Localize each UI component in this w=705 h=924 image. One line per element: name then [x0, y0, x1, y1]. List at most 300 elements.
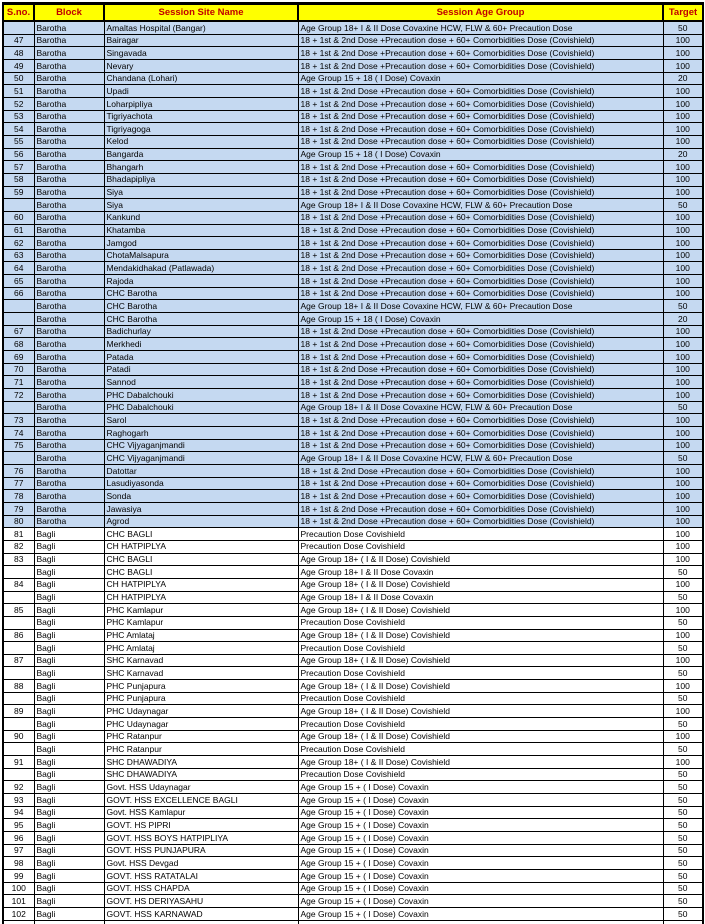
- cell-target: 100: [663, 730, 703, 743]
- cell-age-group: Precaution Dose Covishield: [298, 540, 663, 553]
- cell-age-group: Age Group 15 + 18 ( I Dose) Covaxin: [298, 148, 663, 161]
- cell-target: 100: [663, 578, 703, 591]
- cell-block: Bagli: [34, 869, 104, 882]
- cell-block: Barotha: [34, 211, 104, 224]
- cell-sno: 48: [3, 47, 34, 60]
- cell-age-group: 18 + 1st & 2nd Dose +Precaution dose + 60+ Comorbidities Dose (Covishield): [298, 389, 663, 402]
- cell-block: Barotha: [34, 464, 104, 477]
- cell-age-group: Age Group 18+ I & II Dose Covaxin: [298, 566, 663, 579]
- cell-age-group: Age Group 15 + ( I Dose) Covaxin: [298, 869, 663, 882]
- cell-site-name: Kankund: [104, 211, 298, 224]
- cell-age-group: Age Group 15 + ( I Dose) Covaxin: [298, 907, 663, 920]
- cell-block: Barotha: [34, 173, 104, 186]
- table-row: [3, 72, 703, 85]
- cell-target: 100: [663, 351, 703, 364]
- cell-block: Barotha: [34, 262, 104, 275]
- cell-age-group: 18 + 1st & 2nd Dose +Precaution dose + 60+ Comorbidities Dose (Covishield): [298, 224, 663, 237]
- cell-age-group: Age Group 18+ ( I & II Dose) Covishield: [298, 553, 663, 566]
- cell-site-name: Rajoda: [104, 275, 298, 288]
- cell-age-group: 18 + 1st & 2nd Dose +Precaution dose + 60+ Comorbidities Dose (Covishield): [298, 135, 663, 148]
- cell-sno: 71: [3, 376, 34, 389]
- cell-site-name: Sonda: [104, 490, 298, 503]
- table-row: [3, 427, 703, 440]
- table-row: [3, 882, 703, 895]
- table-row: [3, 832, 703, 845]
- table-row: [3, 844, 703, 857]
- cell-age-group: 18 + 1st & 2nd Dose +Precaution dose + 60+ Comorbidities Dose (Covishield): [298, 262, 663, 275]
- cell-sno: 51: [3, 85, 34, 98]
- cell-site-name: GOVT. HSS PUNJAPURA: [104, 844, 298, 857]
- cell-sno: [3, 401, 34, 414]
- cell-block: Barotha: [34, 313, 104, 326]
- cell-age-group: 18 + 1st & 2nd Dose +Precaution dose + 60+ Comorbidities Dose (Covishield): [298, 34, 663, 47]
- cell-target: 100: [663, 59, 703, 72]
- cell-age-group: 18 + 1st & 2nd Dose +Precaution dose + 60+ Comorbidities Dose (Covishield): [298, 287, 663, 300]
- cell-age-group: Precaution Dose Covishield: [298, 528, 663, 541]
- table-row: [3, 389, 703, 402]
- cell-block: Bagli: [34, 819, 104, 832]
- cell-site-name: Siya: [104, 199, 298, 212]
- table-row: [3, 604, 703, 617]
- cell-block: Barotha: [34, 199, 104, 212]
- cell-target: 100: [663, 363, 703, 376]
- cell-sno: 66: [3, 287, 34, 300]
- cell-age-group: 18 + 1st & 2nd Dose +Precaution dose + 60+ Comorbidities Dose (Covishield): [298, 490, 663, 503]
- table-row: [3, 895, 703, 908]
- cell-age-group: Age Group 18+ ( I & II Dose) Covishield: [298, 578, 663, 591]
- cell-site-name: PHC Kamlapur: [104, 616, 298, 629]
- cell-site-name: PHC Ratanpur: [104, 730, 298, 743]
- cell-sno: 97: [3, 844, 34, 857]
- cell-age-group: Age Group 15 + ( I Dose) Covaxin: [298, 806, 663, 819]
- cell-age-group: 18 + 1st & 2nd Dose +Precaution dose + 60+ Comorbidities Dose (Covishield): [298, 186, 663, 199]
- cell-sno: [3, 768, 34, 781]
- cell-site-name: Bhadapipliya: [104, 173, 298, 186]
- cell-sno: [3, 667, 34, 680]
- cell-block: Bagli: [34, 768, 104, 781]
- cell-site-name: CHC Barotha: [104, 313, 298, 326]
- cell-age-group: 18 + 1st & 2nd Dose +Precaution dose + 60+ Comorbidities Dose (Covishield): [298, 427, 663, 440]
- cell-site-name: Datottar: [104, 464, 298, 477]
- cell-block: Bagli: [34, 743, 104, 756]
- cell-block: Barotha: [34, 515, 104, 528]
- table-row: [3, 667, 703, 680]
- cell-sno: 81: [3, 528, 34, 541]
- cell-target: 20: [663, 313, 703, 326]
- table-row: [3, 692, 703, 705]
- table-row: [3, 705, 703, 718]
- table-header-row: [3, 4, 703, 22]
- cell-block: Barotha: [34, 249, 104, 262]
- cell-age-group: Age Group 18+ ( I & II Dose) Covishield: [298, 756, 663, 769]
- cell-target: 100: [663, 97, 703, 110]
- cell-sno: 93: [3, 794, 34, 807]
- cell-sno: 102: [3, 907, 34, 920]
- cell-target: 100: [663, 110, 703, 123]
- cell-target: 100: [663, 705, 703, 718]
- cell-sno: 80: [3, 515, 34, 528]
- cell-age-group: Precaution Dose Covishield: [298, 616, 663, 629]
- cell-age-group: 18 + 1st & 2nd Dose +Precaution dose + 60+ Comorbidities Dose (Covishield): [298, 275, 663, 288]
- cell-sno: 91: [3, 756, 34, 769]
- cell-site-name: Patadi: [104, 363, 298, 376]
- cell-target: 100: [663, 604, 703, 617]
- cell-site-name: Sannod: [104, 376, 298, 389]
- cell-site-name: PHC Kamlapur: [104, 604, 298, 617]
- cell-target: 50: [663, 907, 703, 920]
- cell-sno: 95: [3, 819, 34, 832]
- cell-target: 50: [663, 819, 703, 832]
- cell-age-group: Age Group 18+ ( I & II Dose) Covishield: [298, 604, 663, 617]
- table-row: [3, 730, 703, 743]
- cell-target: 50: [663, 869, 703, 882]
- cell-target: 50: [663, 781, 703, 794]
- cell-site-name: Sarol: [104, 414, 298, 427]
- cell-sno: 70: [3, 363, 34, 376]
- table-row: [3, 325, 703, 338]
- cell-block: Bagli: [34, 844, 104, 857]
- cell-block: Barotha: [34, 161, 104, 174]
- cell-target: 100: [663, 161, 703, 174]
- cell-sno: [3, 566, 34, 579]
- session-table: [2, 2, 704, 924]
- cell-block: Barotha: [34, 300, 104, 313]
- cell-site-name: Jawasiya: [104, 502, 298, 515]
- cell-sno: 94: [3, 806, 34, 819]
- table-row: [3, 515, 703, 528]
- cell-age-group: 18 + 1st & 2nd Dose +Precaution dose + 60+ Comorbidities Dose (Covishield): [298, 338, 663, 351]
- cell-site-name: Govt. HSS Udaynagar: [104, 781, 298, 794]
- cell-age-group: Age Group 18+ I & II Dose Covaxine HCW, FLW & 60+ Precaution Dose: [298, 300, 663, 313]
- cell-age-group: Age Group 18+ I & II Dose Covaxine HCW, FLW & 60+ Precaution Dose: [298, 401, 663, 414]
- cell-site-name: CHC Vijyaganjmandi: [104, 439, 298, 452]
- cell-block: Barotha: [34, 439, 104, 452]
- cell-sno: 73: [3, 414, 34, 427]
- table-row: [3, 211, 703, 224]
- cell-block: Barotha: [34, 47, 104, 60]
- cell-age-group: Precaution Dose Covishield: [298, 692, 663, 705]
- cell-target: 50: [663, 895, 703, 908]
- cell-age-group: Age Group 18+ I & II Dose Covaxine HCW, FLW & 60+ Precaution Dose: [298, 21, 663, 34]
- cell-site-name: Upadi: [104, 85, 298, 98]
- cell-block: Barotha: [34, 490, 104, 503]
- table-row: [3, 97, 703, 110]
- cell-block: Bagli: [34, 857, 104, 870]
- cell-age-group: Age Group 18+ ( I & II Dose) Covishield: [298, 730, 663, 743]
- cell-age-group: 18 + 1st & 2nd Dose +Precaution dose + 60+ Comorbidities Dose (Covishield): [298, 97, 663, 110]
- cell-empty: [104, 920, 298, 924]
- cell-block: Bagli: [34, 680, 104, 693]
- cell-empty: [663, 920, 703, 924]
- table-row: [3, 59, 703, 72]
- cell-target: 100: [663, 515, 703, 528]
- cell-site-name: PHC Udaynagar: [104, 705, 298, 718]
- table-row: [3, 148, 703, 161]
- table-row: [3, 287, 703, 300]
- table-row: [3, 869, 703, 882]
- cell-site-name: PHC Amlataj: [104, 642, 298, 655]
- cell-target: 100: [663, 47, 703, 60]
- cell-block: Bagli: [34, 756, 104, 769]
- cell-block: Bagli: [34, 907, 104, 920]
- column-header-site-name: Session Site Name: [104, 4, 298, 22]
- cell-sno: 90: [3, 730, 34, 743]
- column-header-block: Block: [34, 4, 104, 22]
- cell-age-group: Age Group 15 + ( I Dose) Covaxin: [298, 857, 663, 870]
- cell-site-name: GOVT. HS DERIYASAHU: [104, 895, 298, 908]
- cell-site-name: PHC Dabalchouki: [104, 401, 298, 414]
- cell-sno: 78: [3, 490, 34, 503]
- cell-age-group: Age Group 15 + ( I Dose) Covaxin: [298, 882, 663, 895]
- cell-block: Barotha: [34, 351, 104, 364]
- table-row: [3, 199, 703, 212]
- cell-sno: 74: [3, 427, 34, 440]
- session-table-body: [3, 21, 703, 924]
- cell-target: 100: [663, 249, 703, 262]
- cell-age-group: 18 + 1st & 2nd Dose +Precaution dose + 60+ Comorbidities Dose (Covishield): [298, 249, 663, 262]
- cell-target: 100: [663, 237, 703, 250]
- cell-target: 100: [663, 464, 703, 477]
- cell-age-group: Age Group 15 + ( I Dose) Covaxin: [298, 844, 663, 857]
- cell-target: 50: [663, 591, 703, 604]
- table-row: [3, 300, 703, 313]
- cell-site-name: GOVT. HS PIPRI: [104, 819, 298, 832]
- cell-block: Bagli: [34, 528, 104, 541]
- table-row: [3, 414, 703, 427]
- cell-site-name: GOVT. HSS RATATALAI: [104, 869, 298, 882]
- table-row: [3, 540, 703, 553]
- cell-sno: [3, 642, 34, 655]
- table-row: [3, 642, 703, 655]
- cell-site-name: Loharpipliya: [104, 97, 298, 110]
- cell-block: Barotha: [34, 477, 104, 490]
- table-row: [3, 490, 703, 503]
- cell-target: 50: [663, 882, 703, 895]
- cell-site-name: Merkhedi: [104, 338, 298, 351]
- cell-empty: [34, 920, 104, 924]
- cell-block: Barotha: [34, 401, 104, 414]
- cell-site-name: Agrod: [104, 515, 298, 528]
- column-header-target: Target: [663, 4, 703, 22]
- table-row: [3, 173, 703, 186]
- cell-block: Bagli: [34, 692, 104, 705]
- cell-block: Barotha: [34, 452, 104, 465]
- cell-target: 100: [663, 186, 703, 199]
- cell-site-name: PHC Punjapura: [104, 680, 298, 693]
- cell-block: Bagli: [34, 794, 104, 807]
- cell-sno: 75: [3, 439, 34, 452]
- cell-age-group: Precaution Dose Covishield: [298, 642, 663, 655]
- cell-age-group: 18 + 1st & 2nd Dose +Precaution dose + 60+ Comorbidities Dose (Covishield): [298, 123, 663, 136]
- cell-sno: [3, 591, 34, 604]
- cell-site-name: Khatamba: [104, 224, 298, 237]
- cell-sno: 99: [3, 869, 34, 882]
- cell-block: Barotha: [34, 376, 104, 389]
- cell-age-group: 18 + 1st & 2nd Dose +Precaution dose + 60+ Comorbidities Dose (Covishield): [298, 464, 663, 477]
- cell-site-name: CHC Barotha: [104, 300, 298, 313]
- cell-site-name: Amaltas Hospital (Bangar): [104, 21, 298, 34]
- table-row-partial: [3, 920, 703, 924]
- cell-age-group: Age Group 15 + ( I Dose) Covaxin: [298, 794, 663, 807]
- cell-block: Bagli: [34, 882, 104, 895]
- cell-sno: [3, 718, 34, 731]
- cell-target: 50: [663, 667, 703, 680]
- cell-sno: 96: [3, 832, 34, 845]
- cell-target: 50: [663, 794, 703, 807]
- cell-age-group: 18 + 1st & 2nd Dose +Precaution dose + 60+ Comorbidities Dose (Covishield): [298, 47, 663, 60]
- table-row: [3, 654, 703, 667]
- cell-age-group: 18 + 1st & 2nd Dose +Precaution dose + 60+ Comorbidities Dose (Covishield): [298, 502, 663, 515]
- cell-target: 100: [663, 439, 703, 452]
- table-row: [3, 351, 703, 364]
- cell-block: Bagli: [34, 832, 104, 845]
- cell-block: Bagli: [34, 895, 104, 908]
- cell-sno: [3, 199, 34, 212]
- cell-block: Bagli: [34, 730, 104, 743]
- table-header: [3, 4, 703, 22]
- cell-age-group: 18 + 1st & 2nd Dose +Precaution dose + 60+ Comorbidities Dose (Covishield): [298, 376, 663, 389]
- cell-block: Bagli: [34, 806, 104, 819]
- cell-target: 100: [663, 123, 703, 136]
- cell-sno: 89: [3, 705, 34, 718]
- cell-age-group: 18 + 1st & 2nd Dose +Precaution dose + 60+ Comorbidities Dose (Covishield): [298, 237, 663, 250]
- cell-site-name: Kelod: [104, 135, 298, 148]
- cell-site-name: SHC Karnavad: [104, 654, 298, 667]
- cell-block: Barotha: [34, 21, 104, 34]
- cell-block: Barotha: [34, 148, 104, 161]
- cell-block: Bagli: [34, 578, 104, 591]
- table-row: [3, 591, 703, 604]
- cell-sno: [3, 452, 34, 465]
- cell-site-name: GOVT. HSS EXCELLENCE BAGLI: [104, 794, 298, 807]
- cell-age-group: Age Group 18+ ( I & II Dose) Covishield: [298, 629, 663, 642]
- cell-site-name: Govt. HSS Devgad: [104, 857, 298, 870]
- cell-age-group: Age Group 15 + 18 ( I Dose) Covaxin: [298, 72, 663, 85]
- table-row: [3, 907, 703, 920]
- cell-sno: 47: [3, 34, 34, 47]
- cell-sno: 52: [3, 97, 34, 110]
- cell-block: Bagli: [34, 553, 104, 566]
- cell-age-group: Age Group 18+ I & II Dose Covaxin: [298, 591, 663, 604]
- table-row: [3, 452, 703, 465]
- table-row: [3, 237, 703, 250]
- table-row: [3, 376, 703, 389]
- cell-target: 50: [663, 401, 703, 414]
- cell-site-name: Patada: [104, 351, 298, 364]
- cell-site-name: Bhangarh: [104, 161, 298, 174]
- cell-block: Barotha: [34, 34, 104, 47]
- cell-sno: [3, 300, 34, 313]
- cell-sno: 83: [3, 553, 34, 566]
- cell-sno: 56: [3, 148, 34, 161]
- cell-age-group: Age Group 18+ ( I & II Dose) Covishield: [298, 654, 663, 667]
- cell-sno: 84: [3, 578, 34, 591]
- cell-sno: 69: [3, 351, 34, 364]
- cell-sno: 57: [3, 161, 34, 174]
- cell-sno: 68: [3, 338, 34, 351]
- cell-sno: 60: [3, 211, 34, 224]
- cell-block: Bagli: [34, 667, 104, 680]
- table-row: [3, 21, 703, 34]
- cell-sno: 54: [3, 123, 34, 136]
- cell-empty: [298, 920, 663, 924]
- table-row: [3, 819, 703, 832]
- cell-age-group: 18 + 1st & 2nd Dose +Precaution dose + 60+ Comorbidities Dose (Covishield): [298, 351, 663, 364]
- cell-age-group: Precaution Dose Covishield: [298, 667, 663, 680]
- cell-age-group: Age Group 18+ I & II Dose Covaxine HCW, FLW & 60+ Precaution Dose: [298, 199, 663, 212]
- cell-site-name: GOVT. HSS CHAPDA: [104, 882, 298, 895]
- table-row: [3, 275, 703, 288]
- cell-age-group: Age Group 18+ ( I & II Dose) Covishield: [298, 680, 663, 693]
- cell-block: Bagli: [34, 705, 104, 718]
- cell-site-name: Raghogarh: [104, 427, 298, 440]
- cell-age-group: Age Group 15 + 18 ( I Dose) Covaxin: [298, 313, 663, 326]
- cell-site-name: PHC Udaynagar: [104, 718, 298, 731]
- table-row: [3, 110, 703, 123]
- cell-sno: 85: [3, 604, 34, 617]
- cell-age-group: Age Group 15 + ( I Dose) Covaxin: [298, 832, 663, 845]
- cell-site-name: GOVT. HSS KARNAWAD: [104, 907, 298, 920]
- table-row: [3, 794, 703, 807]
- cell-target: 100: [663, 427, 703, 440]
- table-row: [3, 363, 703, 376]
- cell-sno: 50: [3, 72, 34, 85]
- table-row: [3, 161, 703, 174]
- cell-site-name: CH HATPIPLYA: [104, 578, 298, 591]
- cell-target: 100: [663, 211, 703, 224]
- cell-site-name: SHC Karnavad: [104, 667, 298, 680]
- cell-target: 100: [663, 338, 703, 351]
- cell-sno: 55: [3, 135, 34, 148]
- cell-target: 100: [663, 224, 703, 237]
- cell-sno: 63: [3, 249, 34, 262]
- cell-site-name: Singavada: [104, 47, 298, 60]
- table-row: [3, 338, 703, 351]
- cell-block: Barotha: [34, 110, 104, 123]
- cell-block: Barotha: [34, 85, 104, 98]
- cell-site-name: PHC Dabalchouki: [104, 389, 298, 402]
- table-row: [3, 249, 703, 262]
- cell-site-name: ChotaMalsapura: [104, 249, 298, 262]
- cell-block: Bagli: [34, 604, 104, 617]
- cell-target: 100: [663, 275, 703, 288]
- table-row: [3, 718, 703, 731]
- table-row: [3, 743, 703, 756]
- cell-site-name: CH HATPIPLYA: [104, 540, 298, 553]
- table-row: [3, 528, 703, 541]
- table-row: [3, 34, 703, 47]
- cell-site-name: Lasudiyasonda: [104, 477, 298, 490]
- cell-target: 50: [663, 844, 703, 857]
- cell-age-group: 18 + 1st & 2nd Dose +Precaution dose + 60+ Comorbidities Dose (Covishield): [298, 363, 663, 376]
- cell-site-name: Govt. HSS Kamlapur: [104, 806, 298, 819]
- cell-target: 20: [663, 72, 703, 85]
- table-row: [3, 47, 703, 60]
- cell-target: 100: [663, 34, 703, 47]
- table-row: [3, 85, 703, 98]
- cell-empty: [3, 920, 34, 924]
- cell-target: 100: [663, 756, 703, 769]
- cell-sno: 64: [3, 262, 34, 275]
- cell-sno: 100: [3, 882, 34, 895]
- cell-block: Barotha: [34, 427, 104, 440]
- cell-target: 50: [663, 692, 703, 705]
- cell-site-name: Tigriyagoga: [104, 123, 298, 136]
- table-row: [3, 781, 703, 794]
- cell-site-name: SHC DHAWADIYA: [104, 768, 298, 781]
- cell-site-name: CH HATPIPLYA: [104, 591, 298, 604]
- cell-age-group: 18 + 1st & 2nd Dose +Precaution dose + 60+ Comorbidities Dose (Covishield): [298, 325, 663, 338]
